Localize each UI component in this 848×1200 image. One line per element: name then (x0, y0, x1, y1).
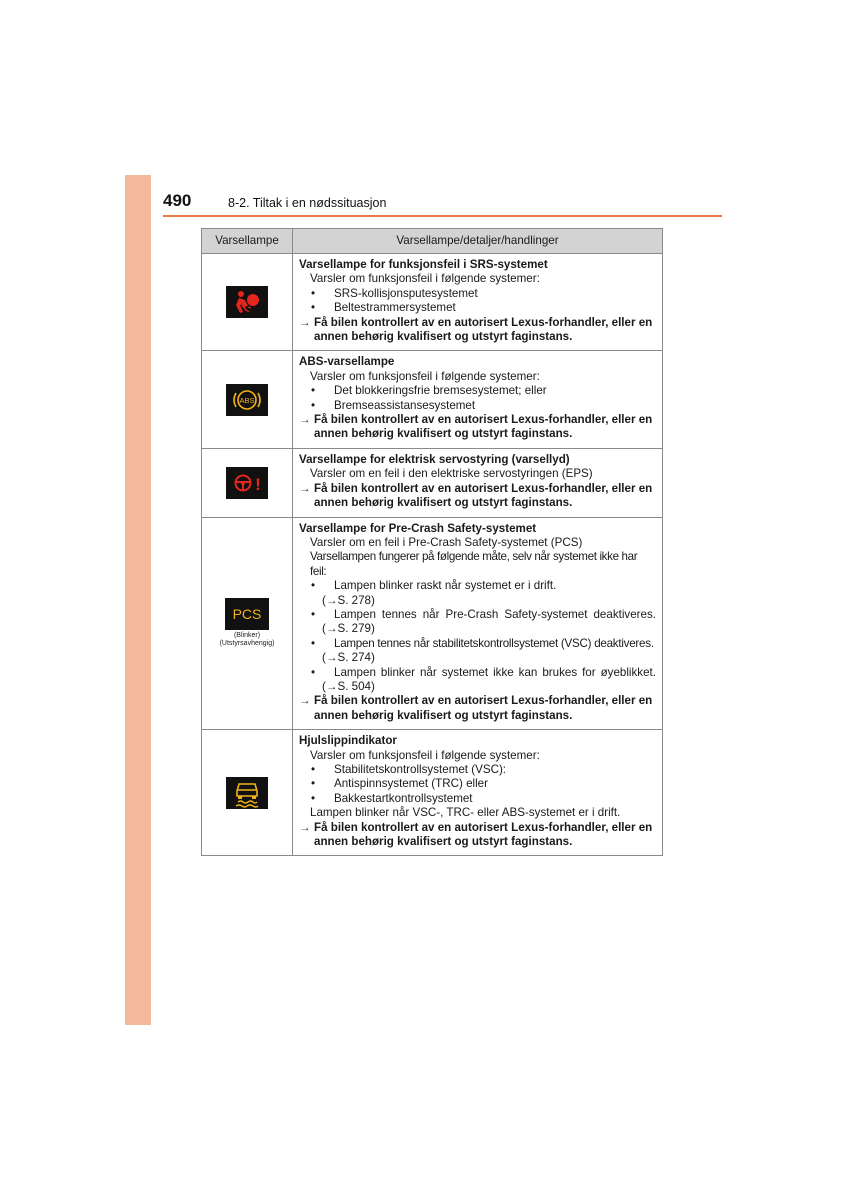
table-row (202, 351, 663, 448)
row-title: Varsellampe for Pre-Crash Safety-systemet (299, 521, 537, 535)
row-intro: Varsler om en feil i Pre-Crash Safety-systemet (PCS) (310, 535, 583, 549)
row-title: Varsellampe for elektrisk servostyring (varsellyd) (299, 452, 570, 466)
list-item: • Lampen tennes når stabilitetskontrollsystemet (VSC) deaktiveres. (311, 636, 654, 650)
icon-cell (202, 254, 293, 351)
list-item: • Det blokkeringsfrie bremsesystemet; eller (311, 384, 547, 398)
list-item: • Stabilitetskontrollsystemet (VSC): (311, 763, 507, 776)
action-text: → Få bilen kontrollert av en autorisert Lexus-forhandler, eller en (299, 413, 653, 427)
list-item: • SRS-kollisjonsputesystemet (311, 286, 478, 300)
description-cell (293, 730, 663, 856)
warning-light-table (201, 228, 663, 856)
svg-text:!: ! (255, 474, 261, 494)
action-text-cont: annen behørig kvalifisert og utstyrt faginstans. (314, 427, 573, 441)
column-header-details: Varsellampe/detaljer/handlinger (293, 229, 663, 254)
description-cell (293, 517, 663, 730)
row-note: Lampen blinker når VSC-, TRC- eller ABS-systemet er i drift. (310, 806, 621, 820)
slip-indicator-icon (226, 777, 268, 809)
table-row (202, 448, 663, 517)
description-cell (293, 351, 663, 448)
action-text-cont: annen behørig kvalifisert og utstyrt faginstans. (314, 835, 573, 849)
action-text: → Få bilen kontrollert av en autorisert Lexus-forhandler, eller en (299, 315, 653, 329)
table-row (202, 730, 663, 856)
row-title: Varsellampe for funksjonsfeil i SRS-systemet (299, 258, 548, 271)
description-cell (293, 254, 663, 351)
pcs-warning-icon: PCS (225, 598, 269, 630)
row-intro-2: Varsellampen fungerer på følgende måte, selv når systemet ikke har feil: (310, 550, 638, 578)
list-item: • Lampen tennes når Pre-Crash Safety-systemet deaktiveres. (311, 607, 656, 621)
row-title: ABS-varsellampe (299, 355, 395, 369)
steering-warning-icon (226, 467, 268, 499)
description-cell (293, 448, 663, 517)
list-item: • Antispinnsystemet (TRC) eller (311, 777, 488, 791)
icon-caption-blink: (Blinker) (233, 631, 261, 639)
svg-text:ABS: ABS (239, 395, 255, 405)
table-row (202, 254, 663, 351)
row-title: Hjulslippindikator (299, 734, 397, 748)
row-intro: Varsler om funksjonsfeil i følgende systemer: (310, 272, 540, 286)
column-header-lamp: Varsellampe (202, 229, 293, 254)
page-reference: (→S. 279) (322, 622, 375, 636)
page-reference: (→S. 278) (322, 593, 375, 607)
action-text: → Få bilen kontrollert av en autorisert Lexus-forhandler, eller en (299, 820, 653, 834)
airbag-warning-icon (226, 286, 268, 318)
list-item: • Bakkestartkontrollsystemet (311, 791, 473, 805)
icon-cell (202, 517, 293, 730)
chapter-side-tab (125, 175, 151, 1025)
icon-cell (202, 448, 293, 517)
table-row (202, 517, 663, 730)
abs-warning-icon (226, 384, 268, 416)
page-number: 490 (163, 191, 192, 210)
icon-cell (202, 730, 293, 856)
table-header-row (202, 229, 663, 254)
list-item: • Beltestrammersystemet (311, 301, 456, 315)
page-header (163, 188, 723, 218)
list-item: • Lampen blinker raskt når systemet er i drift. (311, 579, 557, 593)
row-intro: Varsler om funksjonsfeil i følgende systemer: (310, 748, 540, 762)
row-intro: Varsler om funksjonsfeil i følgende systemer: (310, 369, 540, 383)
row-intro: Varsler om en feil i den elektriske servostyringen (EPS) (310, 467, 593, 481)
icon-cell (202, 351, 293, 448)
section-title: 8-2. Tiltak i en nødssituasjon (228, 196, 387, 210)
list-item: • Lampen blinker når systemet ikke kan brukes for øyeblikket. (311, 665, 656, 679)
action-text-cont: annen behørig kvalifisert og utstyrt faginstans. (314, 496, 573, 510)
list-item: • Bremseassistansesystemet (311, 398, 476, 412)
page-reference: (→S. 274) (322, 651, 375, 665)
action-text-cont: annen behørig kvalifisert og utstyrt faginstans. (314, 708, 573, 722)
icon-caption-equipment: (Utstyrsavhengig) (219, 640, 275, 648)
action-text: → Få bilen kontrollert av en autorisert Lexus-forhandler, eller en (299, 481, 653, 495)
action-text: → Få bilen kontrollert av en autorisert Lexus-forhandler, eller en (299, 694, 653, 708)
action-text-cont: annen behørig kvalifisert og utstyrt faginstans. (314, 330, 573, 344)
page-reference: (→S. 504) (322, 679, 375, 693)
header-divider (163, 215, 722, 217)
